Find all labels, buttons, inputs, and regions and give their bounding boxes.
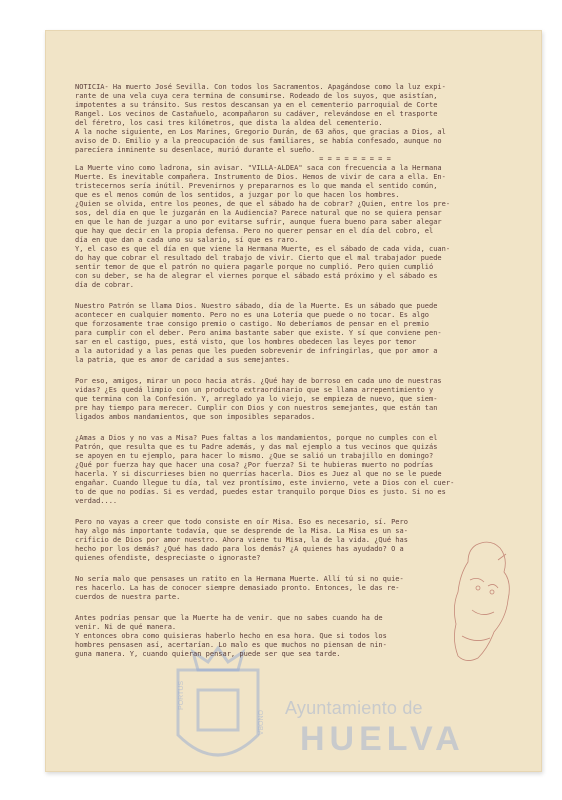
text-line: parecíera inminente su desenlace, murió durante el sueño. [75,146,316,154]
svg-text:PORTUS: PORTUS [178,680,185,710]
text-line: aviso de D. Emilio y a la preocupación de sus familiares, se había confesado, aunque no [75,137,442,145]
text-line: guna manera. Y, cuando quieran pensar, puede ser que sea tarde. [75,650,341,658]
text-line: que es el menos común de los sentidos, a juzgar por lo que hacen los hombres. [75,191,400,199]
text-line: quienes ofendiste, despreciaste o ignoraste? [75,554,261,562]
paragraph [75,614,515,659]
text-line: con su deber, se ha de alegrar el viernes porque el sábado está próximo y el sábado es [75,272,438,280]
text-line: acontecer en cualquier momento. Pero no es una Lotería que puede o no tocar. Es algo [75,311,430,319]
text-line: rante de una vela cuya cera termina de consumirse. Rodeado de los suyos, que asistían, [75,92,438,100]
text-line: ¿Quien se olvida, entre los peones, de que el sábado ha de cobrar? ¿Quien, entre los pre- [75,200,451,208]
text-line: hacerla. Y si discurrieses bien no querrías hacerla. Dios es Juez al que no se le puede [75,470,442,478]
text-line: verdad.... [75,497,118,505]
text-line: NOTICIA- Ha muerto José Sevilla. Con todos los Sacramentos. Apagándose como la luz expi- [75,83,446,91]
text-line: Y entonces obra como quisieras haberlo hecho en esa hora. Que si todos los [75,632,387,640]
text-line: to de que no podías. Si es verdad, puedes estar tranquilo porque Dios es justo. Si no es [75,488,446,496]
paragraph [75,83,515,155]
paragraph [75,434,515,506]
text-line: día en que dan a cada uno su salario, sí que es raro. [75,236,299,244]
text-line: ¿Qué por fuerza hay que hacer una cosa? ¿Por fuerza? Si te hubieras muerto no podrías [75,461,434,469]
watermark-line2: HUELVA [300,720,465,758]
paragraph [75,518,515,563]
text-line: para cumplir con el deber. Pero anima bastante saber que existe. Y sí que conviene pen- [75,329,442,337]
text-line: Nuestro Patrón se llama Dios. Nuestro sábado, día de la Muerte. Es un sábado que puede [75,302,438,310]
text-line: cuerdos de nuestra parte. [75,593,181,601]
text-line: en que le han de juzgar a uno por evitarse sufrir, aunque fuera bueno para saber alegar [75,218,442,226]
text-line: Patrón, que resulta que es tu Padre además, y das mal ejemplo a tus vecinos que quizás [75,443,438,451]
text-line: sar en el castigo, pues, está visto, que los hombres obedecen las leyes por temor [75,338,417,346]
text-line: hay algo más importante todavía, que se desprende de la Misa. La Misa es un sa- [75,527,408,535]
paragraph [75,377,515,422]
text-line: res hacerlo. La has de conocer siempre demasiado pronto. Entonces, le das re- [75,584,400,592]
svg-text:ONOBA: ONOBA [256,710,263,736]
text-line: La Muerte vino como ladrona, sin avisar. "VILLA-ALDEA" saca con frecuencia a la Hermana [75,164,442,172]
watermark-line1: Ayuntamiento de [285,698,423,718]
paragraph [75,164,515,290]
text-line: día de cobrar. [75,281,135,289]
text-line: que forzosamente trae consigo premio o castigo. No deberíamos de pensar en el premio [75,320,430,328]
text-line: engañar. Cuando llegue tu día, tal vez prontísimo, este invierno, vete a Dios con el cuer- [75,479,455,487]
text-line: vidas? ¿Es quedá limpio con un producto extraordinario que se llama arrepentimiento y [75,386,434,394]
text-line: a la autoridad y a las penas que les pueden sobrevenir de infringirlas, que por amor a [75,347,438,355]
text-line: tristecernos sería inútil. Prevenirnos y prepararnos es lo que manda el sentido común, [75,182,438,190]
separator: = = = = = = = = = [319,155,391,163]
text-line: Muerte. Es inevitable compañera. Instrumento de Dios. Hemos de vivir de cara a ella. En- [75,173,446,181]
text-line: Antes podrías pensar que la Muerte ha de venir. que no sabes cuando ha de [75,614,383,622]
paragraph [75,302,515,365]
text-line: del féretro, los casi tres kilómetros, que dista la aldea del cementerio. [75,119,383,127]
text-line: ¿Amas a Dios y no vas a Misa? Pues faltas a los mandamientos, porque no cumples con el [75,434,438,442]
text-line: Pero no vayas a creer que todo consiste en oír Misa. Eso es necesario, sí. Pero [75,518,408,526]
text-line: Y, el caso es que el día en que viene la Hermana Muerte, es el sábado de cada vida, cuan- [75,245,451,253]
text-line: Por eso, amigos, mirar un poco hacia atrás. ¿Qué hay de borroso en cada uno de nuestras [75,377,442,385]
text-line: la patria, que es amor de caridad a sus semejantes. [75,356,290,364]
text-line: crificio de Dios por amor nuestro. Ahora viene tu Misa, la de la vida. ¿Qué has [75,536,408,544]
text-line: hombres pensasen así, acertarían. Lo malo es que muchos no piensan de nin- [75,641,387,649]
text-line: pre hay tiempo para merecer. Cumplir con Dios y con nuestros semejantes, que están tan [75,404,438,412]
text-line: No sería malo que pensases un ratito en la Hermana Muerte. Allí tú si no quie- [75,575,404,583]
text-line: se apoyen en tu ejemplo, para hacer lo mismo. ¿Que se salió un trabajillo en domingo? [75,452,434,460]
text-line: que hay que decir en la propia defensa. Pero no querer pensar en el día del cobro, el [75,227,434,235]
text-line: venir. Ni de qué manera. [75,623,177,631]
text-line: Rangel. Los vecinos de Castañuelo, acompañaron su cadáver, relevándose en el trasporte [75,110,438,118]
text-line: ligados ambos mandamientos, que son imposibles separados. [75,413,316,421]
text-line: impotentes a su tránsito. Sus restos descansan ya en el cementerio parroquial de Corte [75,101,438,109]
text-line: A la noche siguiente, en Los Marines, Gregorio Durán, de 63 años, que gracias a Dios, al [75,128,446,136]
paragraph [75,575,515,602]
text-line: sos, del día en que le juzgarán en la Audiencia? Parece natural que no se quiera pensar [75,209,442,217]
text-line: do hay que cobrar el resultado del trabajo de vivir. Cierto que el mal trabajador puede [75,254,442,262]
newsletter-text [75,83,515,659]
text-line: hecho por los demás? ¿Qué has dado para los demás? ¿A quienes has ayudado? O a [75,545,404,553]
text-line: que termina con la Confesión. Y, arreglado ya lo viejo, se empieza de nuevo, que siem- [75,395,438,403]
text-line: sentir temor de que el patrón no quiera pagarle porque no cumplió. Pero quien cumplió [75,263,434,271]
